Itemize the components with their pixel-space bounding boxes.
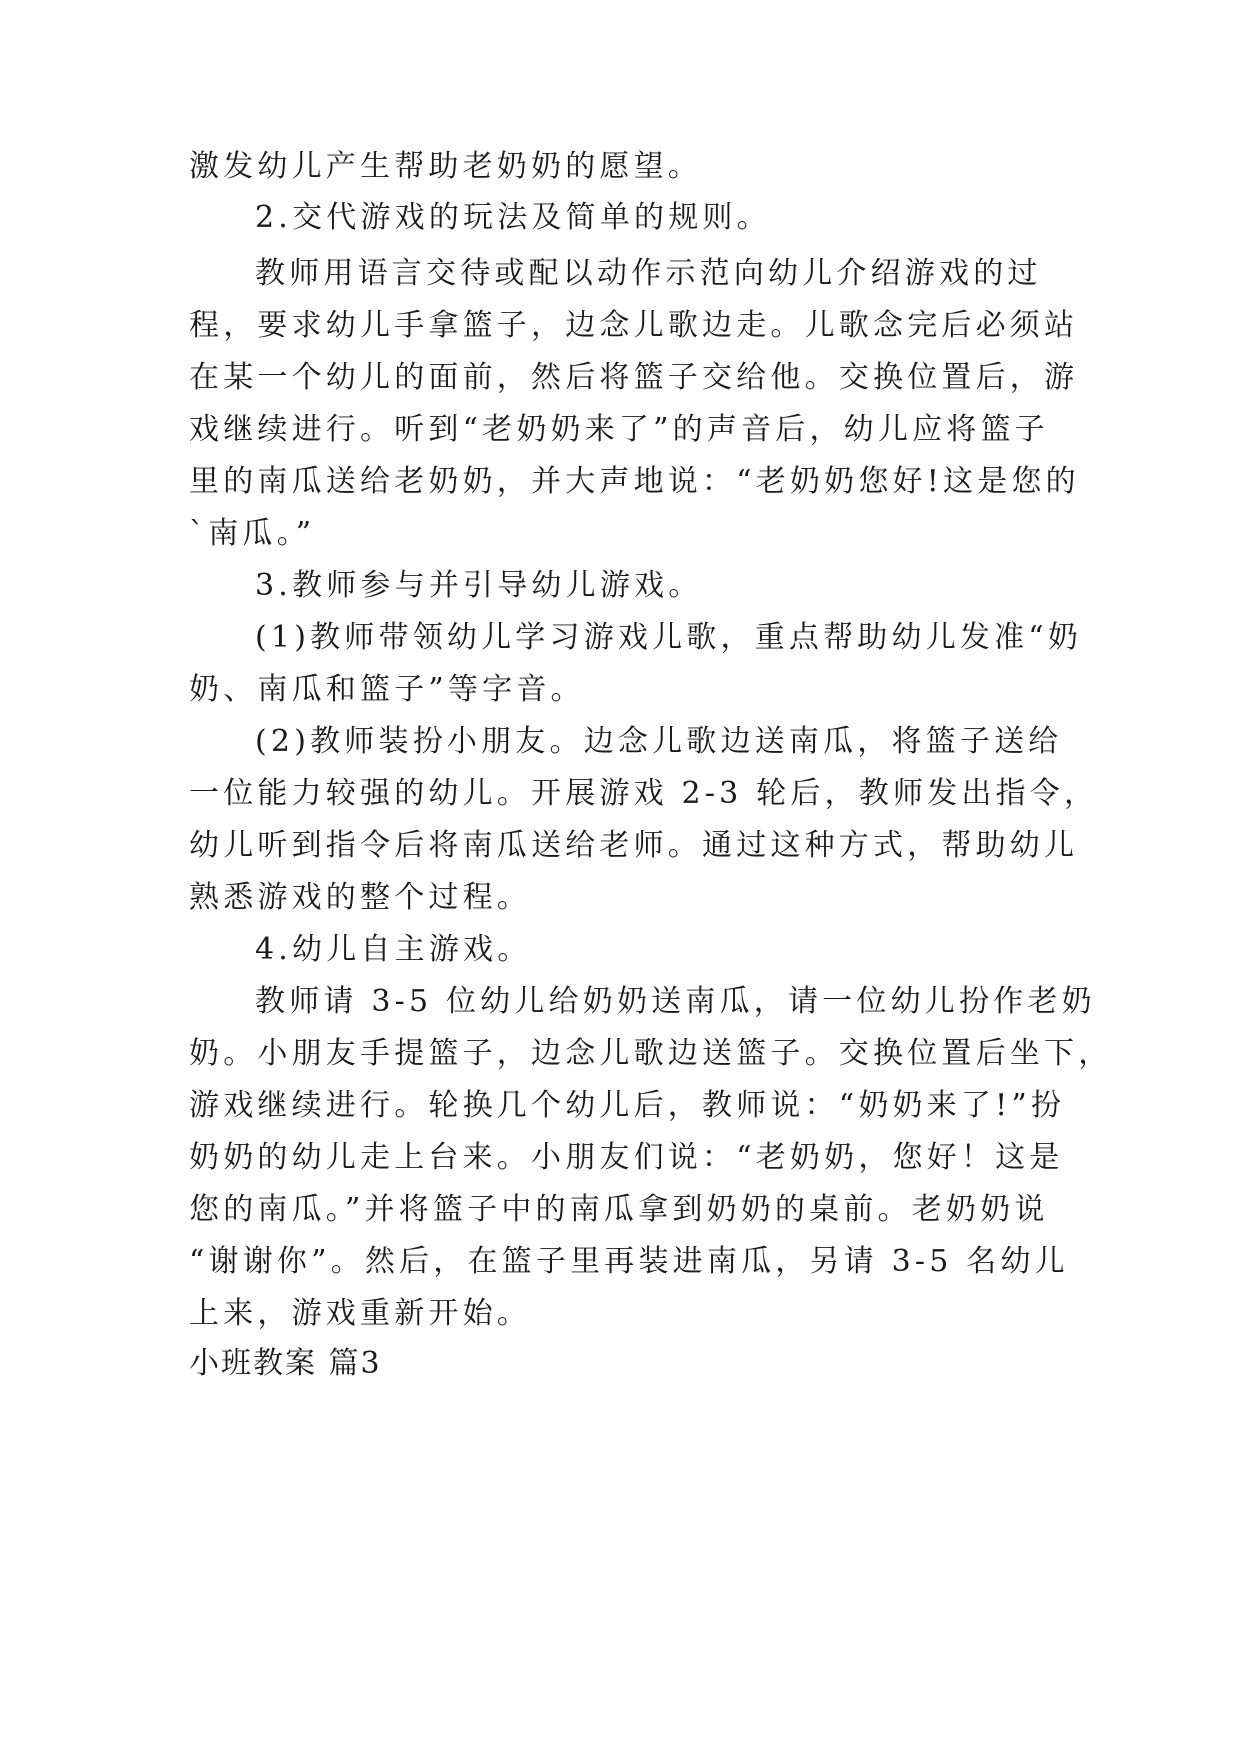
text-line: 程，要求幼儿手拿篮子，边念儿歌边走。儿歌念完后必须站 [189, 308, 1079, 343]
text-line: 奶奶的幼儿走上台来。小朋友们说：“老奶奶，您好！这是 [189, 1140, 1064, 1175]
text-line: 在某一个幼儿的面前，然后将篮子交给他。交换位置后，游 [189, 360, 1079, 395]
text-line: 奶。小朋友手提篮子，边念儿歌边送篮子。交换位置后坐下， [189, 1036, 1113, 1071]
section-title: 小班教案 篇3 [189, 1346, 382, 1381]
text-line: 熟悉游戏的整个过程。 [189, 880, 531, 915]
step-heading: 4.幼儿自主游戏。 [255, 932, 532, 967]
step-heading: 3.教师参与并引导幼儿游戏。 [255, 568, 703, 603]
text-line: 一位能力较强的幼儿。开展游戏 2-3 轮后，教师发出指令， [189, 776, 1099, 811]
text-line: 戏继续进行。听到“老奶奶来了”的声音后，幼儿应将篮子 [189, 412, 1049, 447]
text-line: 幼儿听到指令后将南瓜送给老师。通过这种方式，帮助幼儿 [189, 828, 1079, 863]
text-line: 教师用语言交待或配以动作示范向幼儿介绍游戏的过 [255, 256, 1042, 291]
text-line: (2)教师装扮小朋友。边念儿歌边送南瓜，将篮子送给 [255, 724, 1063, 759]
text-line: “谢谢你”。然后，在篮子里再装进南瓜，另请 3-5 名幼儿 [189, 1244, 1069, 1279]
text-line: `南瓜。” [189, 516, 316, 551]
text-line: 教师请 3-5 位幼儿给奶奶送南瓜，请一位幼儿扮作老奶 [255, 984, 1096, 1019]
text-line: 里的南瓜送给老奶奶，并大声地说：“老奶奶您好!这是您的 [189, 464, 1080, 499]
text-line: 奶、南瓜和篮子”等字音。 [189, 672, 585, 707]
step-heading: 2.交代游戏的玩法及简单的规则。 [255, 200, 771, 235]
text-line: 您的南瓜。”并将篮子中的南瓜拿到奶奶的桌前。老奶奶说 [189, 1192, 1049, 1227]
text-line: 游戏继续进行。轮换几个幼儿后，教师说：“奶奶来了!”扮 [189, 1088, 1066, 1123]
text-line: 激发幼儿产生帮助老奶奶的愿望。 [189, 149, 702, 184]
text-line: 上来，游戏重新开始。 [189, 1296, 531, 1331]
text-line: (1)教师带领幼儿学习游戏儿歌，重点帮助幼儿发准“奶 [255, 620, 1083, 655]
